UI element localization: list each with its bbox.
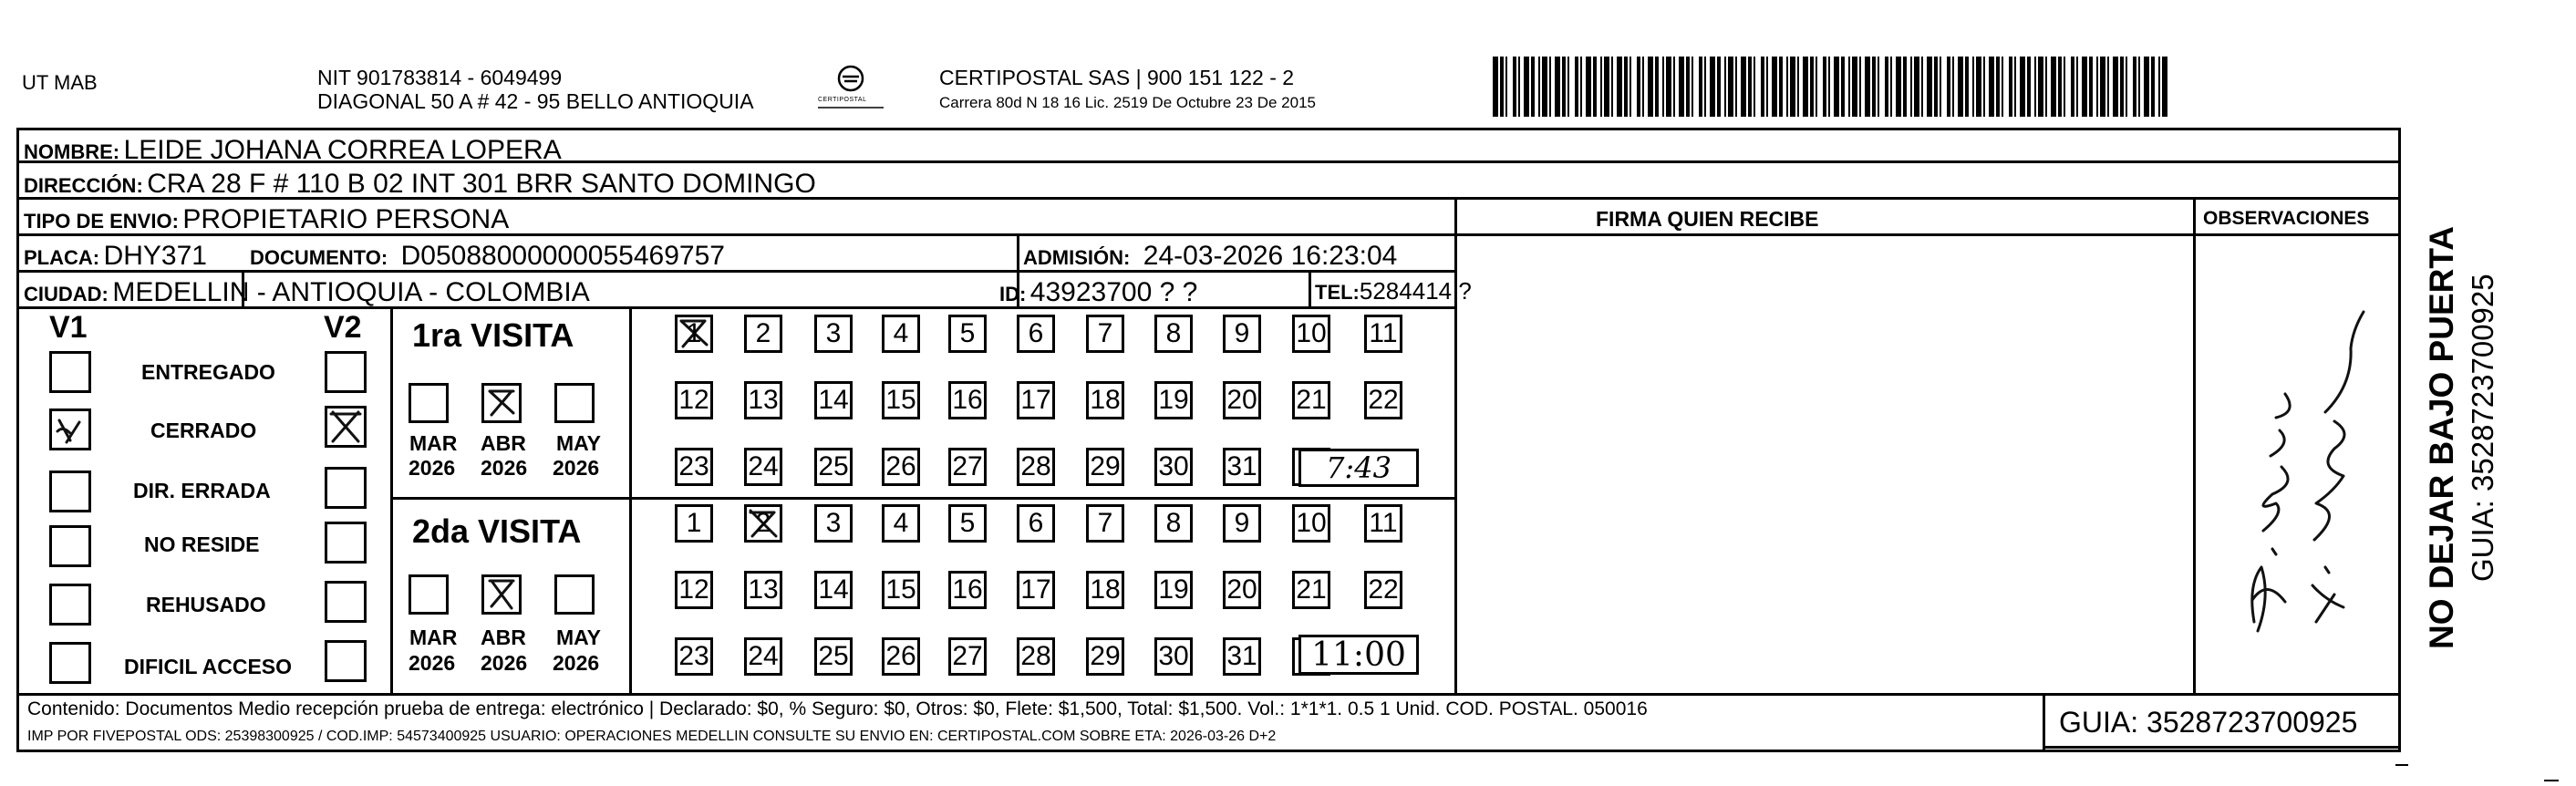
visit2-day-14[interactable]: 14	[814, 571, 853, 609]
v1-checkbox-entregado[interactable]	[49, 351, 91, 393]
visit1-day-14[interactable]: 14	[814, 381, 853, 419]
barcode-bar	[1593, 57, 1597, 117]
visit1-day-3[interactable]: 3	[814, 315, 853, 353]
visit2-day-16[interactable]: 16	[948, 571, 987, 609]
side-guide-number: GUIA: 3528723700925	[2466, 274, 2499, 582]
document-label: DOCUMENTO:	[250, 246, 388, 269]
v2-checkbox-rehusado[interactable]	[325, 581, 367, 623]
barcode-bar	[1914, 57, 1919, 117]
barcode-bar	[1910, 57, 1912, 117]
barcode-bar	[1673, 57, 1675, 117]
visit1-day-24[interactable]: 24	[744, 448, 782, 486]
barcode-bar	[1972, 57, 1974, 117]
barcode-bar	[2020, 57, 2025, 117]
status-label-dir-errada: DIR. ERRADA	[133, 479, 271, 502]
status-label-entregado: ENTREGADO	[141, 360, 275, 384]
visit2-month-abr: ABR	[481, 626, 526, 649]
barcode-bar	[1834, 57, 1839, 117]
visit2-day-17[interactable]: 17	[1017, 571, 1055, 609]
visit2-day-25[interactable]: 25	[814, 637, 853, 676]
barcode-bar	[1513, 57, 1516, 117]
barcode-bar	[1797, 57, 1799, 117]
visit1-year-may: 2026	[553, 456, 600, 480]
barcode-bar	[1859, 57, 1861, 117]
barcode-bar	[1679, 57, 1684, 117]
barcode-bar	[2064, 57, 2065, 117]
barcode-bar	[1934, 57, 1938, 117]
v1-checkbox-dificil-acceso[interactable]	[49, 642, 91, 684]
admission-label: ADMISIÓN:	[1023, 246, 1131, 269]
barcode-bar	[2038, 57, 2043, 117]
barcode-bar	[1500, 57, 1504, 117]
visit2-month-mar: MAR	[409, 626, 458, 649]
barcode-bar	[2151, 57, 2155, 117]
v1-label: V1	[49, 310, 88, 345]
visit1-day-21[interactable]: 21	[1292, 381, 1330, 419]
barcode-bar	[1686, 57, 1690, 117]
visit1-day-15[interactable]: 15	[882, 381, 920, 419]
barcode-bar	[1575, 57, 1578, 117]
barcode-bar	[1624, 57, 1628, 117]
v2-checkbox-no-reside[interactable]	[325, 522, 367, 564]
visit2-month-abr-checkbox[interactable]	[481, 574, 522, 615]
plate-label: PLACA:	[24, 246, 100, 269]
recipient-name: LEIDE JOHANA CORREA LOPERA	[123, 135, 562, 165]
barcode-bar	[1549, 57, 1551, 117]
visit1-month-abr-checkbox[interactable]	[481, 383, 522, 423]
side-warning: NO DEJAR BAJO PUERTA	[2423, 226, 2460, 649]
visit2-day-31[interactable]: 31	[1223, 637, 1261, 676]
barcode-bar	[1921, 57, 1923, 117]
visit2-day-20[interactable]: 20	[1223, 571, 1261, 609]
barcode-bar	[1872, 57, 1876, 117]
visit1-month-mar: MAR	[409, 431, 458, 455]
visit1-day-28[interactable]: 28	[1017, 448, 1055, 486]
barcode-bar	[1823, 57, 1826, 117]
visit1-day-22[interactable]: 22	[1364, 381, 1402, 419]
barcode-bar	[2058, 57, 2062, 117]
barcode-bar	[1878, 57, 1879, 117]
barcode-bar	[1642, 57, 1644, 117]
barcode-bar	[2162, 57, 2167, 117]
observations-header: OBSERVACIONES	[2203, 208, 2370, 229]
barcode-bar	[1803, 57, 1808, 117]
barcode-bar	[1580, 57, 1582, 117]
sender-address: DIAGONAL 50 A # 42 - 95 BELLO ANTIOQUIA	[317, 89, 754, 113]
barcode-bar	[1983, 57, 1985, 117]
barcode-bar	[2002, 57, 2003, 117]
barcode-bar	[1617, 57, 1622, 117]
barcode-bar	[1586, 57, 1591, 117]
visit2-day-2[interactable]: 2	[744, 504, 782, 543]
barcode-bar	[1976, 57, 1981, 117]
visit2-month-may: MAY	[556, 626, 601, 649]
barcode-bar	[1927, 57, 1932, 117]
tel-label: TEL:	[1315, 281, 1360, 304]
visit2-month-mar-checkbox[interactable]	[409, 574, 449, 615]
visit1-title: 1ra VISITA	[412, 316, 574, 354]
visit1-month-abr: ABR	[481, 431, 526, 455]
visit2-day-28[interactable]: 28	[1017, 637, 1055, 676]
barcode-bar	[1766, 57, 1768, 117]
visit1-day-12[interactable]: 12	[675, 381, 713, 419]
logo-wordmark: CERTIPOSTAL	[818, 97, 867, 103]
visit1-day-25[interactable]: 25	[814, 448, 853, 486]
visit2-day-8[interactable]: 8	[1154, 504, 1193, 543]
barcode-bar	[1735, 57, 1737, 117]
visit1-day-11[interactable]: 11	[1364, 315, 1402, 353]
visit2-day-30[interactable]: 30	[1154, 637, 1193, 676]
barcode-bar	[1699, 57, 1702, 117]
visit2-day-1[interactable]: 1	[675, 504, 713, 543]
visit1-day-16[interactable]: 16	[948, 381, 987, 419]
visit2-day-23[interactable]: 23	[675, 637, 713, 676]
document: D05088000000055469757	[400, 241, 725, 271]
visit2-handwritten-time: 11:00	[1298, 635, 1419, 675]
barcode-bar	[1786, 57, 1788, 117]
barcode-bar	[1666, 57, 1671, 117]
barcode-bar	[2120, 57, 2124, 117]
visit2-day-18[interactable]: 18	[1086, 571, 1124, 609]
status-label-cerrado: CERRADO	[150, 419, 257, 442]
visit2-day-15[interactable]: 15	[882, 571, 920, 609]
visit1-day-6[interactable]: 6	[1017, 315, 1055, 353]
barcode-bar	[1865, 57, 1870, 117]
barcode-bar	[2096, 57, 2098, 117]
visit2-day-22[interactable]: 22	[1364, 571, 1402, 609]
visit2-month-may-checkbox[interactable]	[554, 574, 595, 615]
visit2-day-24[interactable]: 24	[744, 637, 782, 676]
barcode-bar	[2138, 57, 2140, 117]
tel-value: 5284414 ?	[1359, 277, 1472, 305]
visit1-day-5[interactable]: 5	[948, 315, 987, 353]
visit2-day-29[interactable]: 29	[1086, 637, 1124, 676]
visit1-year-mar: 2026	[409, 456, 456, 480]
visit1-year-abr: 2026	[481, 456, 528, 480]
company-name: CERTIPOSTAL SAS | 900 151 122 - 2	[939, 66, 1295, 89]
certipostal-logo	[814, 64, 887, 115]
barcode-bar	[1655, 57, 1659, 117]
city: MEDELLIN - ANTIOQUIA - COLOMBIA	[112, 277, 590, 307]
barcode-bar	[2126, 57, 2127, 117]
barcode-bar	[1852, 57, 1857, 117]
barcode-bar	[1761, 57, 1764, 117]
barcode-bar	[1748, 57, 1752, 117]
barcode-bar	[1903, 57, 1907, 117]
barcode-bar	[1958, 57, 1963, 117]
barcode-bar	[1567, 57, 1569, 117]
visit2-day-9[interactable]: 9	[1223, 504, 1261, 543]
visit2-day-11[interactable]: 11	[1364, 504, 1402, 543]
address-label: DIRECCIÓN:	[24, 174, 143, 197]
plate: DHY371	[103, 241, 207, 271]
v2-checkbox-entregado[interactable]	[325, 351, 367, 393]
barcode-bar	[1524, 57, 1529, 117]
barcode-bar	[2144, 57, 2149, 117]
barcode-bar	[2045, 57, 2047, 117]
visit2-day-27[interactable]: 27	[948, 637, 987, 676]
barcode-bar	[1710, 57, 1715, 117]
company-address: Carrera 80d N 18 16 Lic. 2519 De Octubre 23 De 2015	[939, 94, 1316, 111]
barcode-bar	[2076, 57, 2078, 117]
visit1-day-8[interactable]: 8	[1154, 315, 1193, 353]
visit1-day-20[interactable]: 20	[1223, 381, 1261, 419]
content-line: Contenido: Documentos Medio recepción prueba de entrega: electrónico | Declarado: $0, % Seguro: $0, Otros: $0, Flete: $1,500, Total: $1,500. Vol.: 1*1*1. 0.5 1 Unid. COD. POSTAL. 050016	[27, 698, 1648, 719]
imp-line: IMP POR FIVEPOSTAL ODS: 25398300925 / COD.IMP: 54573400925 USUARIO: OPERACIONES MEDELLIN CONSULTE SU ENVIO EN: CERTIPOSTAL.COM SOBRE ETA: 2026-03-26 D+2	[27, 729, 1277, 744]
visit1-day-31[interactable]: 31	[1223, 448, 1261, 486]
barcode-bar	[2107, 57, 2109, 117]
barcode-bar	[1555, 57, 1560, 117]
barcode-bar	[1965, 57, 1969, 117]
v1-checkbox-dir-errada[interactable]	[49, 471, 91, 512]
barcode-bar	[1810, 57, 1814, 117]
visit1-month-may: MAY	[556, 431, 601, 455]
v2-label: V2	[324, 310, 362, 345]
barcode-bar	[2158, 57, 2160, 117]
barcode-bar	[1779, 57, 1783, 117]
status-label-dificil-acceso: DIFICIL ACCESO	[124, 655, 293, 678]
visit1-handwritten-time: 7:43	[1298, 449, 1419, 487]
visit1-day-2[interactable]: 2	[744, 315, 782, 353]
barcode-bar	[1629, 57, 1631, 117]
barcode-bar	[1989, 57, 1994, 117]
visit1-day-29[interactable]: 29	[1086, 448, 1124, 486]
visit2-day-6[interactable]: 6	[1017, 504, 1055, 543]
barcode-bar	[2113, 57, 2118, 117]
visit2-title: 2da VISITA	[412, 512, 582, 550]
visit2-day-21[interactable]: 21	[1292, 571, 1330, 609]
barcode-bar	[1728, 57, 1733, 117]
city-label: CIUDAD:	[24, 283, 109, 305]
visit1-day-17[interactable]: 17	[1017, 381, 1055, 419]
barcode-bar	[2009, 57, 2012, 117]
barcode-bar	[1890, 57, 1892, 117]
visit1-month-may-checkbox[interactable]	[554, 383, 595, 423]
barcode-bar	[1505, 57, 1507, 117]
signature-header: FIRMA QUIEN RECIBE	[1596, 207, 1819, 231]
visit1-day-1[interactable]: 1	[675, 315, 713, 353]
observations-handwriting	[2198, 239, 2400, 689]
visit2-day-19[interactable]: 19	[1154, 571, 1193, 609]
barcode-bar	[1538, 57, 1540, 117]
barcode-bar	[1637, 57, 1640, 117]
name-label: NOMBRE:	[24, 140, 120, 163]
visit2-year-mar: 2026	[409, 651, 456, 675]
sender-nit: NIT 901783814 - 6049499	[317, 66, 563, 89]
barcode-bar	[1896, 57, 1901, 117]
visit2-day-5[interactable]: 5	[948, 504, 987, 543]
barcode-bar	[1493, 57, 1498, 117]
barcode-bar	[1790, 57, 1795, 117]
barcode-bar	[1600, 57, 1602, 117]
barcode-bar	[1816, 57, 1817, 117]
barcode-bar	[1841, 57, 1845, 117]
barcode	[1493, 57, 2172, 117]
visit2-day-4[interactable]: 4	[882, 504, 920, 543]
visit1-day-13[interactable]: 13	[744, 381, 782, 419]
barcode-bar	[1518, 57, 1520, 117]
barcode-bar	[1848, 57, 1850, 117]
barcode-bar	[2051, 57, 2056, 117]
visit2-year-may: 2026	[553, 651, 600, 675]
barcode-bar	[2014, 57, 2016, 117]
visit2-day-7[interactable]: 7	[1086, 504, 1124, 543]
v1-checkbox-no-reside[interactable]	[49, 525, 91, 567]
barcode-bar	[1717, 57, 1721, 117]
barcode-bar	[1531, 57, 1535, 117]
visit2-day-13[interactable]: 13	[744, 571, 782, 609]
barcode-bar	[1940, 57, 1941, 117]
barcode-bar	[1648, 57, 1653, 117]
status-label-rehusado: REHUSADO	[146, 593, 266, 616]
sender-code: UT MAB	[22, 71, 98, 94]
barcode-bar	[1611, 57, 1613, 117]
barcode-bar	[2089, 57, 2093, 117]
barcode-bar	[1754, 57, 1755, 117]
barcode-bar	[1691, 57, 1693, 117]
barcode-bar	[2071, 57, 2074, 117]
visit1-day-7[interactable]: 7	[1086, 315, 1124, 353]
barcode-bar	[1724, 57, 1726, 117]
visit2-day-10[interactable]: 10	[1292, 504, 1330, 543]
v1-checkbox-cerrado[interactable]	[49, 409, 91, 450]
visit1-day-18[interactable]: 18	[1086, 381, 1124, 419]
visit1-day-26[interactable]: 26	[882, 448, 920, 486]
visit1-day-30[interactable]: 30	[1154, 448, 1193, 486]
barcode-bar	[1772, 57, 1777, 117]
barcode-bar	[1662, 57, 1664, 117]
visit2-day-12[interactable]: 12	[675, 571, 713, 609]
visit2-day-3[interactable]: 3	[814, 504, 853, 543]
visit1-day-10[interactable]: 10	[1292, 315, 1330, 353]
visit1-day-9[interactable]: 9	[1223, 315, 1261, 353]
shipment-type: PROPIETARIO PERSONA	[182, 204, 510, 234]
recipient-address: CRA 28 F # 110 B 02 INT 301 BRR SANTO DOMINGO	[147, 169, 816, 199]
visit1-day-19[interactable]: 19	[1154, 381, 1193, 419]
shipment-type-label: TIPO DE ENVIO:	[24, 210, 179, 233]
visit1-day-4[interactable]: 4	[882, 315, 920, 353]
barcode-bar	[1828, 57, 1830, 117]
visit1-day-27[interactable]: 27	[948, 448, 987, 486]
barcode-bar	[1542, 57, 1547, 117]
barcode-bar	[1562, 57, 1566, 117]
footer-guide-number: GUIA: 3528723700925	[2059, 706, 2358, 739]
barcode-bar	[1952, 57, 1954, 117]
barcode-bar	[2082, 57, 2087, 117]
barcode-bar	[2027, 57, 2031, 117]
v2-checkbox-cerrado[interactable]	[325, 406, 367, 448]
barcode-bar	[1704, 57, 1706, 117]
barcode-bar	[1741, 57, 1746, 117]
visit2-year-abr: 2026	[481, 651, 528, 675]
barcode-bar	[2100, 57, 2105, 117]
barcode-bar	[1947, 57, 1950, 117]
v1-checkbox-rehusado[interactable]	[49, 584, 91, 626]
barcode-bar	[2133, 57, 2136, 117]
id-label: ID:	[999, 283, 1027, 305]
id-value: 43923700 ? ?	[1029, 277, 1198, 307]
v2-checkbox-dir-errada[interactable]	[325, 467, 367, 509]
barcode-bar	[1996, 57, 2000, 117]
v2-checkbox-dificil-acceso[interactable]	[325, 640, 367, 682]
barcode-bar	[1885, 57, 1888, 117]
admission: 24-03-2026 16:23:04	[1143, 241, 1398, 271]
barcode-bar	[1604, 57, 1609, 117]
barcode-bar	[2034, 57, 2036, 117]
status-label-no-reside: NO RESIDE	[144, 533, 260, 556]
visit1-day-23[interactable]: 23	[675, 448, 713, 486]
visit2-day-26[interactable]: 26	[882, 637, 920, 676]
visit1-month-mar-checkbox[interactable]	[409, 383, 449, 423]
